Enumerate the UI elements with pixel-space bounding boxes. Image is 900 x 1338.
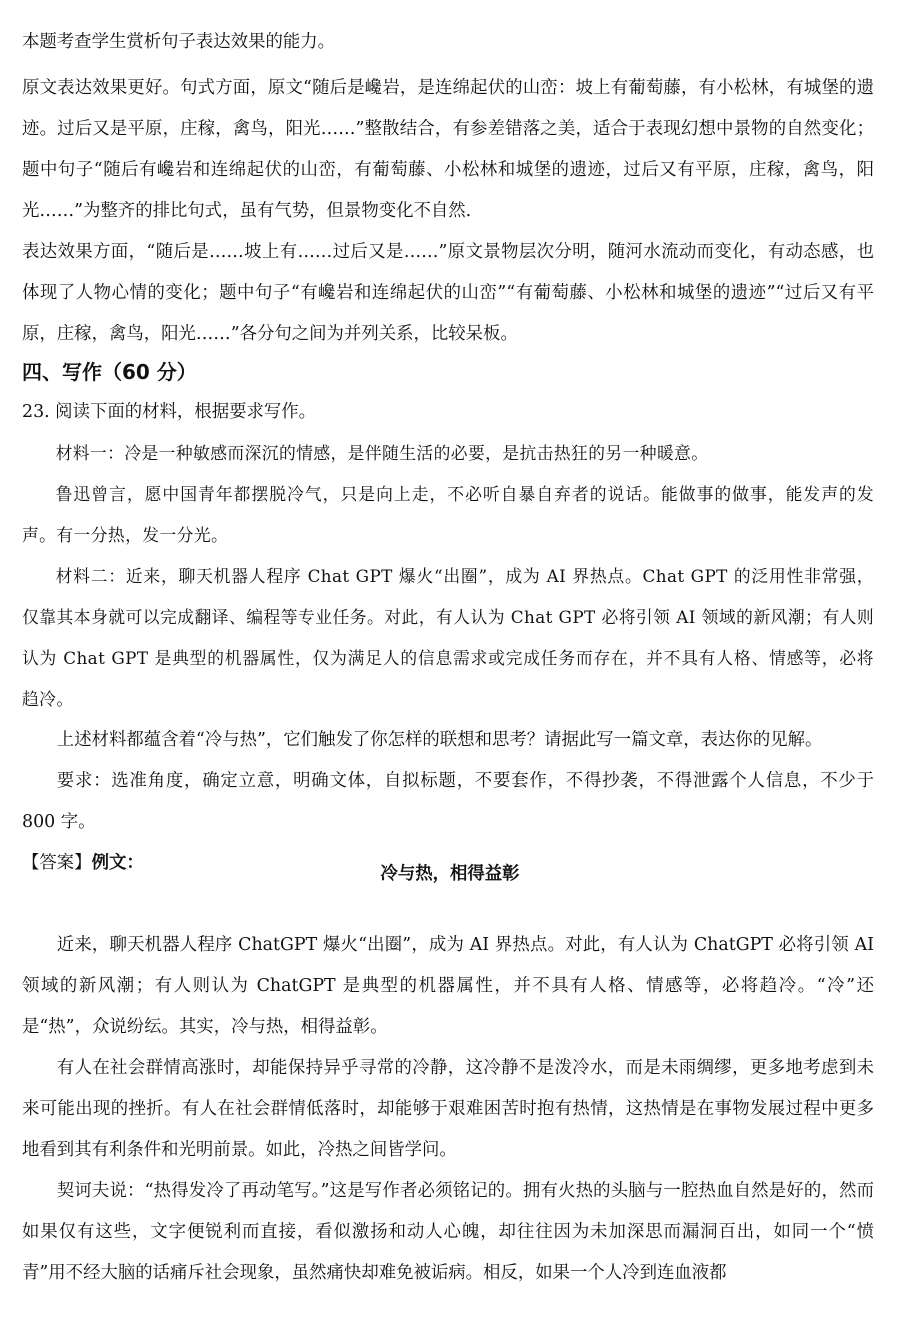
analysis-paragraph-syntax: 原文表达效果更好。句式方面，原文“随后是巉岩，是连绵起伏的山峦：坡上有葡萄藤，有小松林，有城堡的遗迹。过后又是平原，庄稼，禽鸟，阳光……”整散结合，有参差错落之美，适合于表现幻想中景物的自然变化；题中句子“随后有巉岩和连绵起伏的山峦，有葡萄藤、小松林和城堡的遗迹，过后又有平原，庄稼，禽鸟，阳光……”为整齐的排比句式，虽有气势，但景物变化不自然. (22, 78, 874, 221)
essay-title: 冷与热，相得益彰 (380, 864, 520, 884)
answer-label: 例文： (91, 853, 144, 873)
writing-requirement: 要求：选准角度，确定立意，明确文体，自拟标题，不要套作，不得抄袭，不得泄露个人信息，不少于 800 字。 (22, 771, 874, 832)
analysis-paragraph-effect: 表达效果方面，“随后是……坡上有……过后又是……”原文景物层次分明，随河水流动而变化，有动态感，也体现了人物心情的变化；题中句子“有巉岩和连绵起伏的山峦”“有葡萄藤、小松林和城堡的遗迹”“过后又有平原，庄稼，禽鸟，阳光……”各分句之间为并列关系，比较呆板。 (22, 242, 874, 344)
material-one-quote: 鲁迅曾言，愿中国青年都摆脱冷气，只是向上走，不必听自暴自弃者的说话。能做事的做事，能发声的发声。有一分热，发一分光。 (22, 484, 874, 545)
question-prompt: 23. 阅读下面的材料，根据要求写作。 (22, 402, 317, 422)
answer-tag: 【答案】 (22, 853, 92, 873)
material-one-definition: 材料一：冷是一种敏感而深沉的情感，是伴随生活的必要，是抗击热狂的另一种暖意。 (55, 443, 709, 463)
essay-paragraph-3: 契诃夫说：“热得发冷了再动笔写。”这是写作者必须铭记的。拥有火热的头脑与一腔热血自然是好的，然而如果仅有这些，文字便锐利而直接，看似激扬和动人心魄，却往往因为未加深思而漏洞百出，如同一个“愤青”用不经大脑的话痛斥社会现象，虽然痛快却难免被诟病。相反，如果一个人冷到连血液都 (22, 1181, 874, 1283)
essay-paragraph-2: 有人在社会群情高涨时，却能保持异乎寻常的冷静，这冷静不是泼冷水，而是未雨绸缪，更多地考虑到未来可能出现的挫折。有人在社会群情低落时，却能够于艰难困苦时抱有热情，这热情是在事物发展过程中更多地看到其有利条件和光明前景。如此，冷热之间皆学问。 (22, 1058, 874, 1160)
section-title-writing: 四、写作（60 分） (22, 360, 197, 384)
writing-instruction: 上述材料都蕴含着“冷与热”，它们触发了你怎样的联想和思考？请据此写一篇文章，表达你的见解。 (56, 730, 823, 750)
essay-paragraph-1: 近来，聊天机器人程序 ChatGPT 爆火“出圈”，成为 AI 界热点。对此，有人认为 ChatGPT 必将引领 AI 领域的新风潮；有人则认为 ChatGPT 是典型的机器属性，并不具有人格、情感等，必将趋冷。“冷”还是“热”，众说纷纭。其实，冷与热，相得益彰。 (22, 935, 874, 1037)
analysis-intro-line: 本题考查学生赏析句子表达效果的能力。 (22, 32, 336, 52)
material-two: 材料二：近来，聊天机器人程序 Chat GPT 爆火“出圈”，成为 AI 界热点。Chat GPT 的泛用性非常强，仅靠其本身就可以完成翻译、编程等专业任务。对此，有人认为 Chat GPT 必将引领 AI 领域的新风潮；有人则认为 Chat GPT 是典型的机器属性，仅为满足人的信息需求或完成任务而存在，并不具有人格、情感等，必将趋冷。 (22, 566, 874, 709)
